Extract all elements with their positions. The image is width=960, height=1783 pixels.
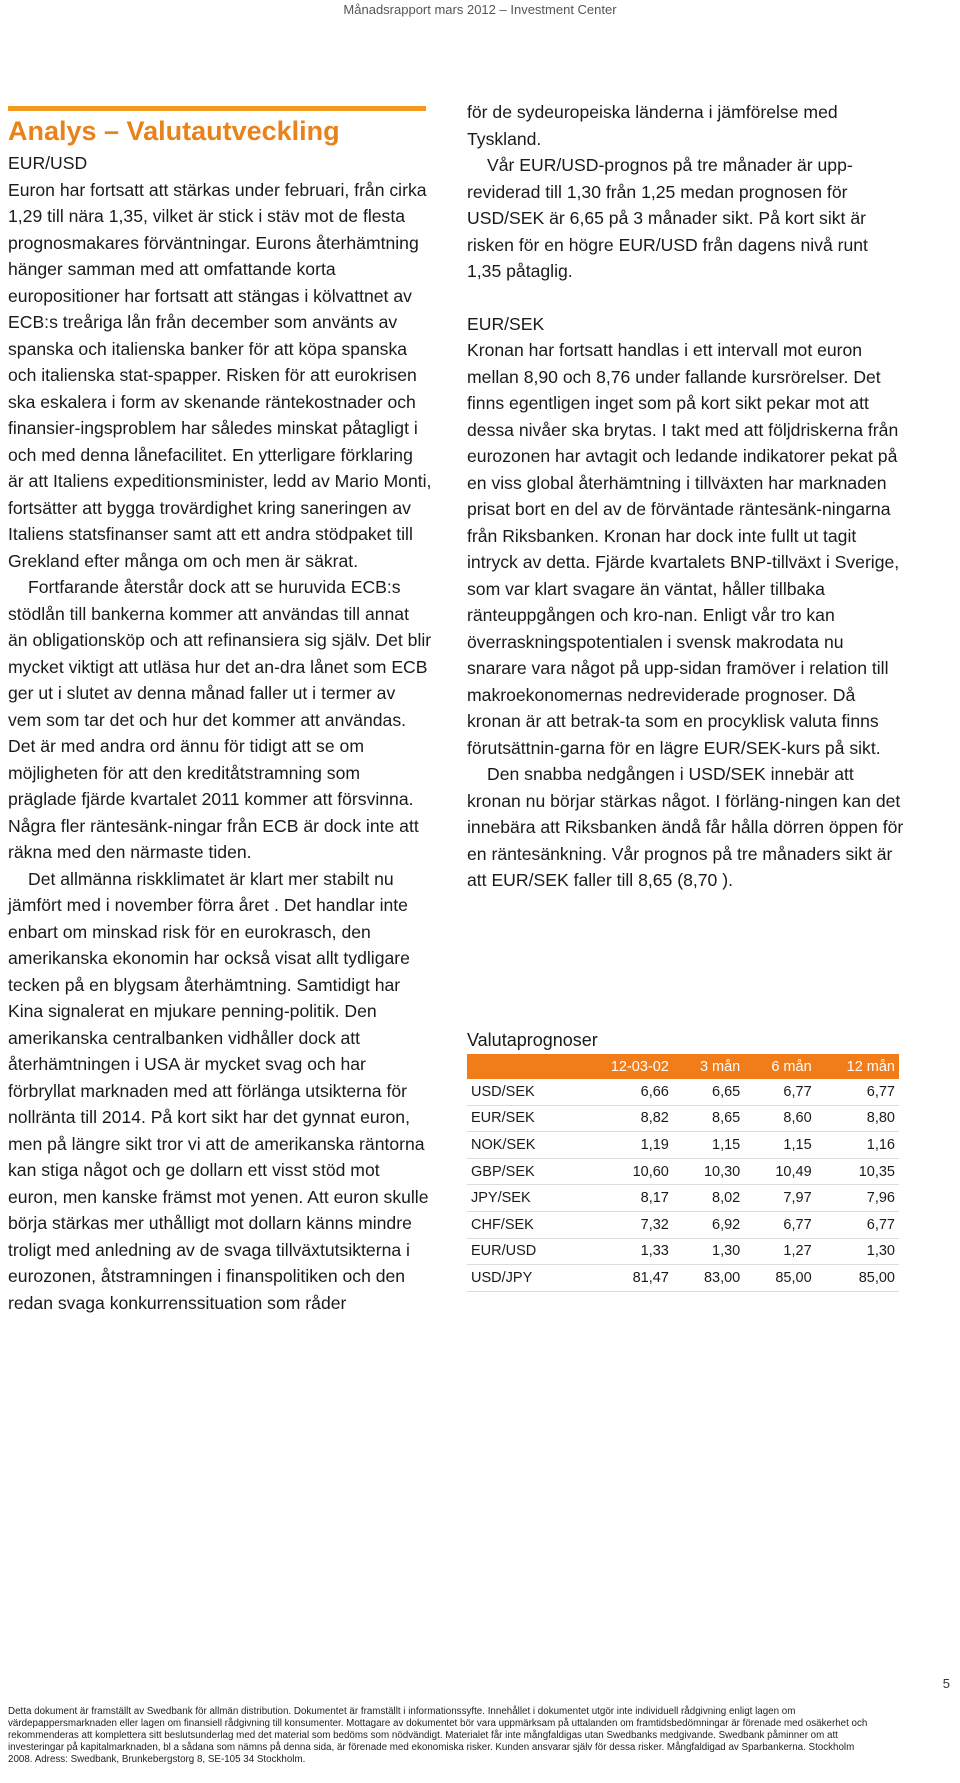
table-cell: 8,60: [744, 1105, 815, 1132]
table-cell: 6,77: [816, 1079, 899, 1105]
table-cell: EUR/USD: [467, 1238, 575, 1265]
left-paragraph-3: Det allmänna riskklimatet är klart mer stabilt nu jämfört med i november förra året . Det handlar inte enbart om minskad risk för en eurokrasch, den amerikanska ekonomin har också visat allt tydligare tecken på en blygsam återhämtning. Samtidigt har Kina signalerat en mjukare penning-politik. Den amerikanska centralbanken vidhåller dock att återhämtningen i USA är mycket svag och har förbryllat marknaden med att förlänga utsikterna för nollränta till 2014. På kort sikt har det gynnat euron, men på längre sikt tror vi att de amerikanska räntorna kan stiga något och ge dollarn ett visst stöd mot euron, men kanske främst mot yenen. Att euron skulle börja stärkas mer uthålligt mot dollarn känns mindre troligt med anledning av de svaga tillväxtutsikterna i eurozonen, åtstramningen i finanspolitiken och den redan svaga konkurrenssituation som råder: [8, 868, 429, 1313]
table-cell: 8,80: [816, 1105, 899, 1132]
table-cell: 1,33: [575, 1238, 673, 1265]
table-title: Valutaprognoser: [467, 1030, 598, 1050]
table-cell: 6,77: [744, 1079, 815, 1105]
report-header: Månadsrapport mars 2012 – Investment Center: [343, 2, 617, 17]
table-cell: 1,30: [673, 1238, 744, 1265]
table-cell: 10,49: [744, 1158, 815, 1185]
forecast-table-block: [467, 1027, 899, 1292]
table-cell: CHF/SEK: [467, 1211, 575, 1238]
table-cell: 6,77: [744, 1211, 815, 1238]
table-cell: 1,15: [673, 1132, 744, 1159]
table-cell: 10,35: [816, 1158, 899, 1185]
title-accent-bar: [8, 106, 426, 111]
forecast-table: [467, 1054, 899, 1292]
table-cell: GBP/SEK: [467, 1158, 575, 1185]
table-header-cell: 3 mån: [699, 1058, 741, 1075]
table-header-cell: 12 mån: [846, 1058, 895, 1075]
legal-disclaimer-footer: Detta dokument är framställt av Swedbank för allmän distribution. Dokumentet är framställt i informationssyfte. Innehållet i dokumentet utgör inte individuell rådgivning enligt lagen om värdepappersmarknaden eller lagen om finansiell rådgivning till konsumenter. Mottagare av dokumentet bör vara uppmärksam på uttalanden om framtidsbedömningar är förenade med osäkerhet och rekommenderas att komplettera sitt beslutsunderlag med det material som bedöms som nödvändigt. Materialet får inte mångfaldigas utan Swedbanks medgivande. Swedbank påminner om att investeringar på kapitalmarknaden, bl a sådana som nämns på denna sida, är förenade med ekonomiska risker. Kunden ansvarar själv för dessa risker. Mångfaldigad av Sparbankerna. Stockholm 2008. Adress: Swedbank, Brunkebergstorg 8, SE-105 34 Stockholm.: [8, 1706, 868, 1765]
table-cell: 7,96: [816, 1185, 899, 1212]
table-header-cell: [467, 1054, 575, 1079]
table-cell: 6,92: [673, 1211, 744, 1238]
table-row: [467, 1265, 899, 1292]
right-paragraph-eurusd-forecast: Vår EUR/USD-prognos på tre månader är upp-reviderad till 1,30 från 1,25 medan prognosen för USD/SEK är 6,65 på 3 månader sikt. På kort sikt är risken för en högre EUR/USD från dagens nivå runt 1,35 påtaglig.: [467, 155, 868, 281]
table-cell: 85,00: [744, 1265, 815, 1292]
eurusd-subheading: EUR/USD: [8, 153, 88, 173]
table-cell: 1,15: [744, 1132, 815, 1159]
table-cell: 1,27: [744, 1238, 815, 1265]
table-cell: 10,60: [575, 1158, 673, 1185]
table-cell: USD/JPY: [467, 1265, 575, 1292]
right-continuation: för de sydeuropeiska länderna i jämförelse med Tyskland.: [467, 102, 838, 149]
table-cell: USD/SEK: [467, 1079, 575, 1105]
eursek-subheading: EUR/SEK: [467, 313, 545, 334]
table-cell: 1,16: [816, 1132, 899, 1159]
left-paragraph-1: Euron har fortsatt att stärkas under februari, från cirka 1,29 till nära 1,35, vilket är stick i stäv mot de flesta prognosmakares förväntningar. Eurons återhämtning hänger samman med att omfattande korta europositioner har fortsatt att stängas i kölvattnet av ECB:s treåriga lån från december som använts av spanska och italienska banker för att köpa spanska och italienska stat-spapper. Risken för att eurokrisen ska eskalera i form av skenande räntekostnader och finansier-ingsproblem har således minskat påtagligt i och med denna lånefacilitet. En ytterligare förklaring är att Italiens expeditionsminister, ledd av Mario Monti, fortsätter att bygga trovärdighet kring saneringen av Italiens statsfinanser samt att ett andra stödpaket till Grekland efter många om och men är säkrat.: [8, 179, 432, 571]
table-row: [467, 1132, 899, 1159]
table-cell: 10,30: [673, 1158, 744, 1185]
table-header-cell: 6 mån: [771, 1058, 812, 1075]
table-cell: 85,00: [816, 1265, 899, 1292]
table-cell: 7,32: [575, 1211, 673, 1238]
table-row: [467, 1211, 899, 1238]
table-cell: NOK/SEK: [467, 1132, 575, 1159]
table-cell: 8,17: [575, 1185, 673, 1212]
table-cell: 6,77: [816, 1211, 899, 1238]
table-cell: JPY/SEK: [467, 1185, 575, 1212]
table-cell: 6,65: [673, 1079, 744, 1105]
table-header-row: [467, 1054, 899, 1079]
table-cell: 7,97: [744, 1185, 815, 1212]
table-cell: 8,65: [673, 1105, 744, 1132]
table-row: [467, 1105, 899, 1132]
table-cell: EUR/SEK: [467, 1105, 575, 1132]
right-paragraph-eursek: Kronan har fortsatt handlas i ett intervall mot euron mellan 8,90 och 8,76 under fallande kursrörelser. Det finns egentligen inget som på kort sikt pekar mot att dessa nivåer ska brytas. I takt med att följdriskerna från eurozonen har avtagit och ledande indikatorer pekat på en viss global återhämtning i tillväxten har marknaden prisat bort en del av de förväntade räntesänk-ningarna från Riksbanken. Kronan har dock inte fullt ut tagit intryck av detta. Fjärde kvartalets BNP-tillväxt i Sverige, som var klart svagare än väntat, håller tillbaka ränteuppgången och kro-nan. Enligt vår tro kan överraskningspotentialen i svensk makrodata nu snarare vara något på upp-sidan framöver i relation till makroekonomernas nedreviderade prognoser. Då kronan är att betrak-ta som en procyklisk valuta finns förutsättnin-garna för en lägre EUR/SEK-kurs på sikt.: [467, 340, 900, 758]
left-column: [8, 114, 433, 1316]
table-cell: 6,66: [575, 1079, 673, 1105]
page-number: 5: [942, 1676, 950, 1691]
table-cell: 1,30: [816, 1238, 899, 1265]
table-row: [467, 1158, 899, 1185]
table-row: [467, 1238, 899, 1265]
spacer: [467, 285, 907, 311]
table-cell: 81,47: [575, 1265, 673, 1292]
table-cell: 8,82: [575, 1105, 673, 1132]
right-column: [467, 99, 907, 894]
table-row: [467, 1079, 899, 1105]
page-title: Analys – Valutautveckling: [8, 116, 340, 146]
table-cell: 8,02: [673, 1185, 744, 1212]
table-cell: 1,19: [575, 1132, 673, 1159]
table-cell: 83,00: [673, 1265, 744, 1292]
table-row: [467, 1185, 899, 1212]
right-paragraph-usdsek: Den snabba nedgången i USD/SEK innebär att kronan nu börjar stärkas något. I förläng-ningen kan det innebära att Riksbanken ändå får hålla dörren öppen för en räntesänkning. Vår prognos på tre månaders sikt är att EUR/SEK faller till 8,65 (8,70 ).: [467, 764, 904, 890]
table-header-cell: 12-03-02: [610, 1058, 669, 1075]
left-paragraph-2: Fortfarande återstår dock att se huruvida ECB:s stödlån till bankerna kommer att användas till annat än obligationsköp och att refinansiera sig själv. Det blir mycket viktigt att utläsa hur det an-dra lånet som ECB ger ut i slutet av denna månad faller ut i termer av vem som tar det och hur det kommer att användas. Det är med andra ord ännu för tidigt att se om möjligheten för att den kreditåtstramning som präglade fjärde kvartalet 2011 kommer att försvinna. Några fler räntesänk-ningar från ECB är dock inte att räkna med den närmaste tiden.: [8, 577, 432, 862]
